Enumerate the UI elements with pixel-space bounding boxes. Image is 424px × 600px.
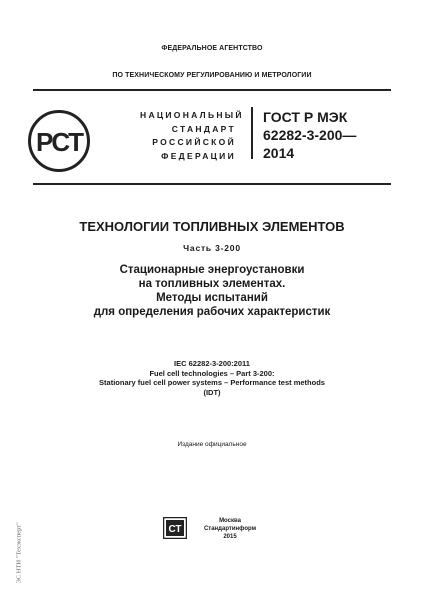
svg-text:СТ: СТ <box>168 524 182 535</box>
top-divider <box>33 89 391 91</box>
standard-number <box>263 108 403 162</box>
iec-line: IEC 62282-3-200:2011 <box>174 359 250 368</box>
side-watermark: ЭС НТИ "Техэксперт" <box>15 522 23 584</box>
standard-label-line: РОССИЙСКОЙ <box>152 137 236 147</box>
document-title: ТЕХНОЛОГИИ ТОПЛИВНЫХ ЭЛЕМЕНТОВ <box>79 219 345 234</box>
edition-note: Издание официальное <box>177 441 247 448</box>
subtitle-line: для определения рабочих характеристик <box>93 306 331 318</box>
standard-label-line: НАЦИОНАЛЬНЫЙ <box>140 110 244 120</box>
subtitle-line: на топливных элементах. <box>138 278 286 290</box>
middle-divider <box>33 183 391 185</box>
iec-line: (IDT) <box>203 387 221 397</box>
iec-reference <box>0 359 424 397</box>
standard-number-line: 2014 <box>263 145 295 161</box>
standard-number-line: 62282-3-200— <box>263 127 357 143</box>
publisher-name: Стандартинформ <box>203 526 257 532</box>
agency-name: ФЕДЕРАЛЬНОЕ АГЕНТСТВО <box>161 45 263 52</box>
subtitle-line: Методы испытаний <box>156 292 268 304</box>
standard-label-line: ФЕДЕРАЦИИ <box>161 150 236 161</box>
header-separator <box>251 107 253 159</box>
iec-line: Fuel cell technologies – Part 3-200: <box>149 368 275 378</box>
svg-text:PCT: PCT <box>36 127 82 157</box>
standard-number-line: ГОСТ Р МЭК <box>263 109 348 125</box>
iec-line: Stationary fuel cell power systems – Performance test methods <box>99 378 325 387</box>
standartinform-logo-icon <box>163 517 187 539</box>
agency-department: ПО ТЕХНИЧЕСКОМУ РЕГУЛИРОВАНИЮ И МЕТРОЛОГИИ <box>112 72 312 79</box>
publisher-year: 2015 <box>223 534 237 540</box>
publisher-city: Москва <box>219 518 241 524</box>
publisher-info <box>198 517 262 541</box>
document-subtitle <box>0 263 424 319</box>
rst-logo-icon <box>28 110 90 172</box>
document-part: Часть 3-200 <box>183 243 241 253</box>
standard-label-line: СТАНДАРТ <box>171 123 236 134</box>
subtitle-line: Стационарные энергоустановки <box>119 264 305 276</box>
standard-label <box>140 109 244 163</box>
